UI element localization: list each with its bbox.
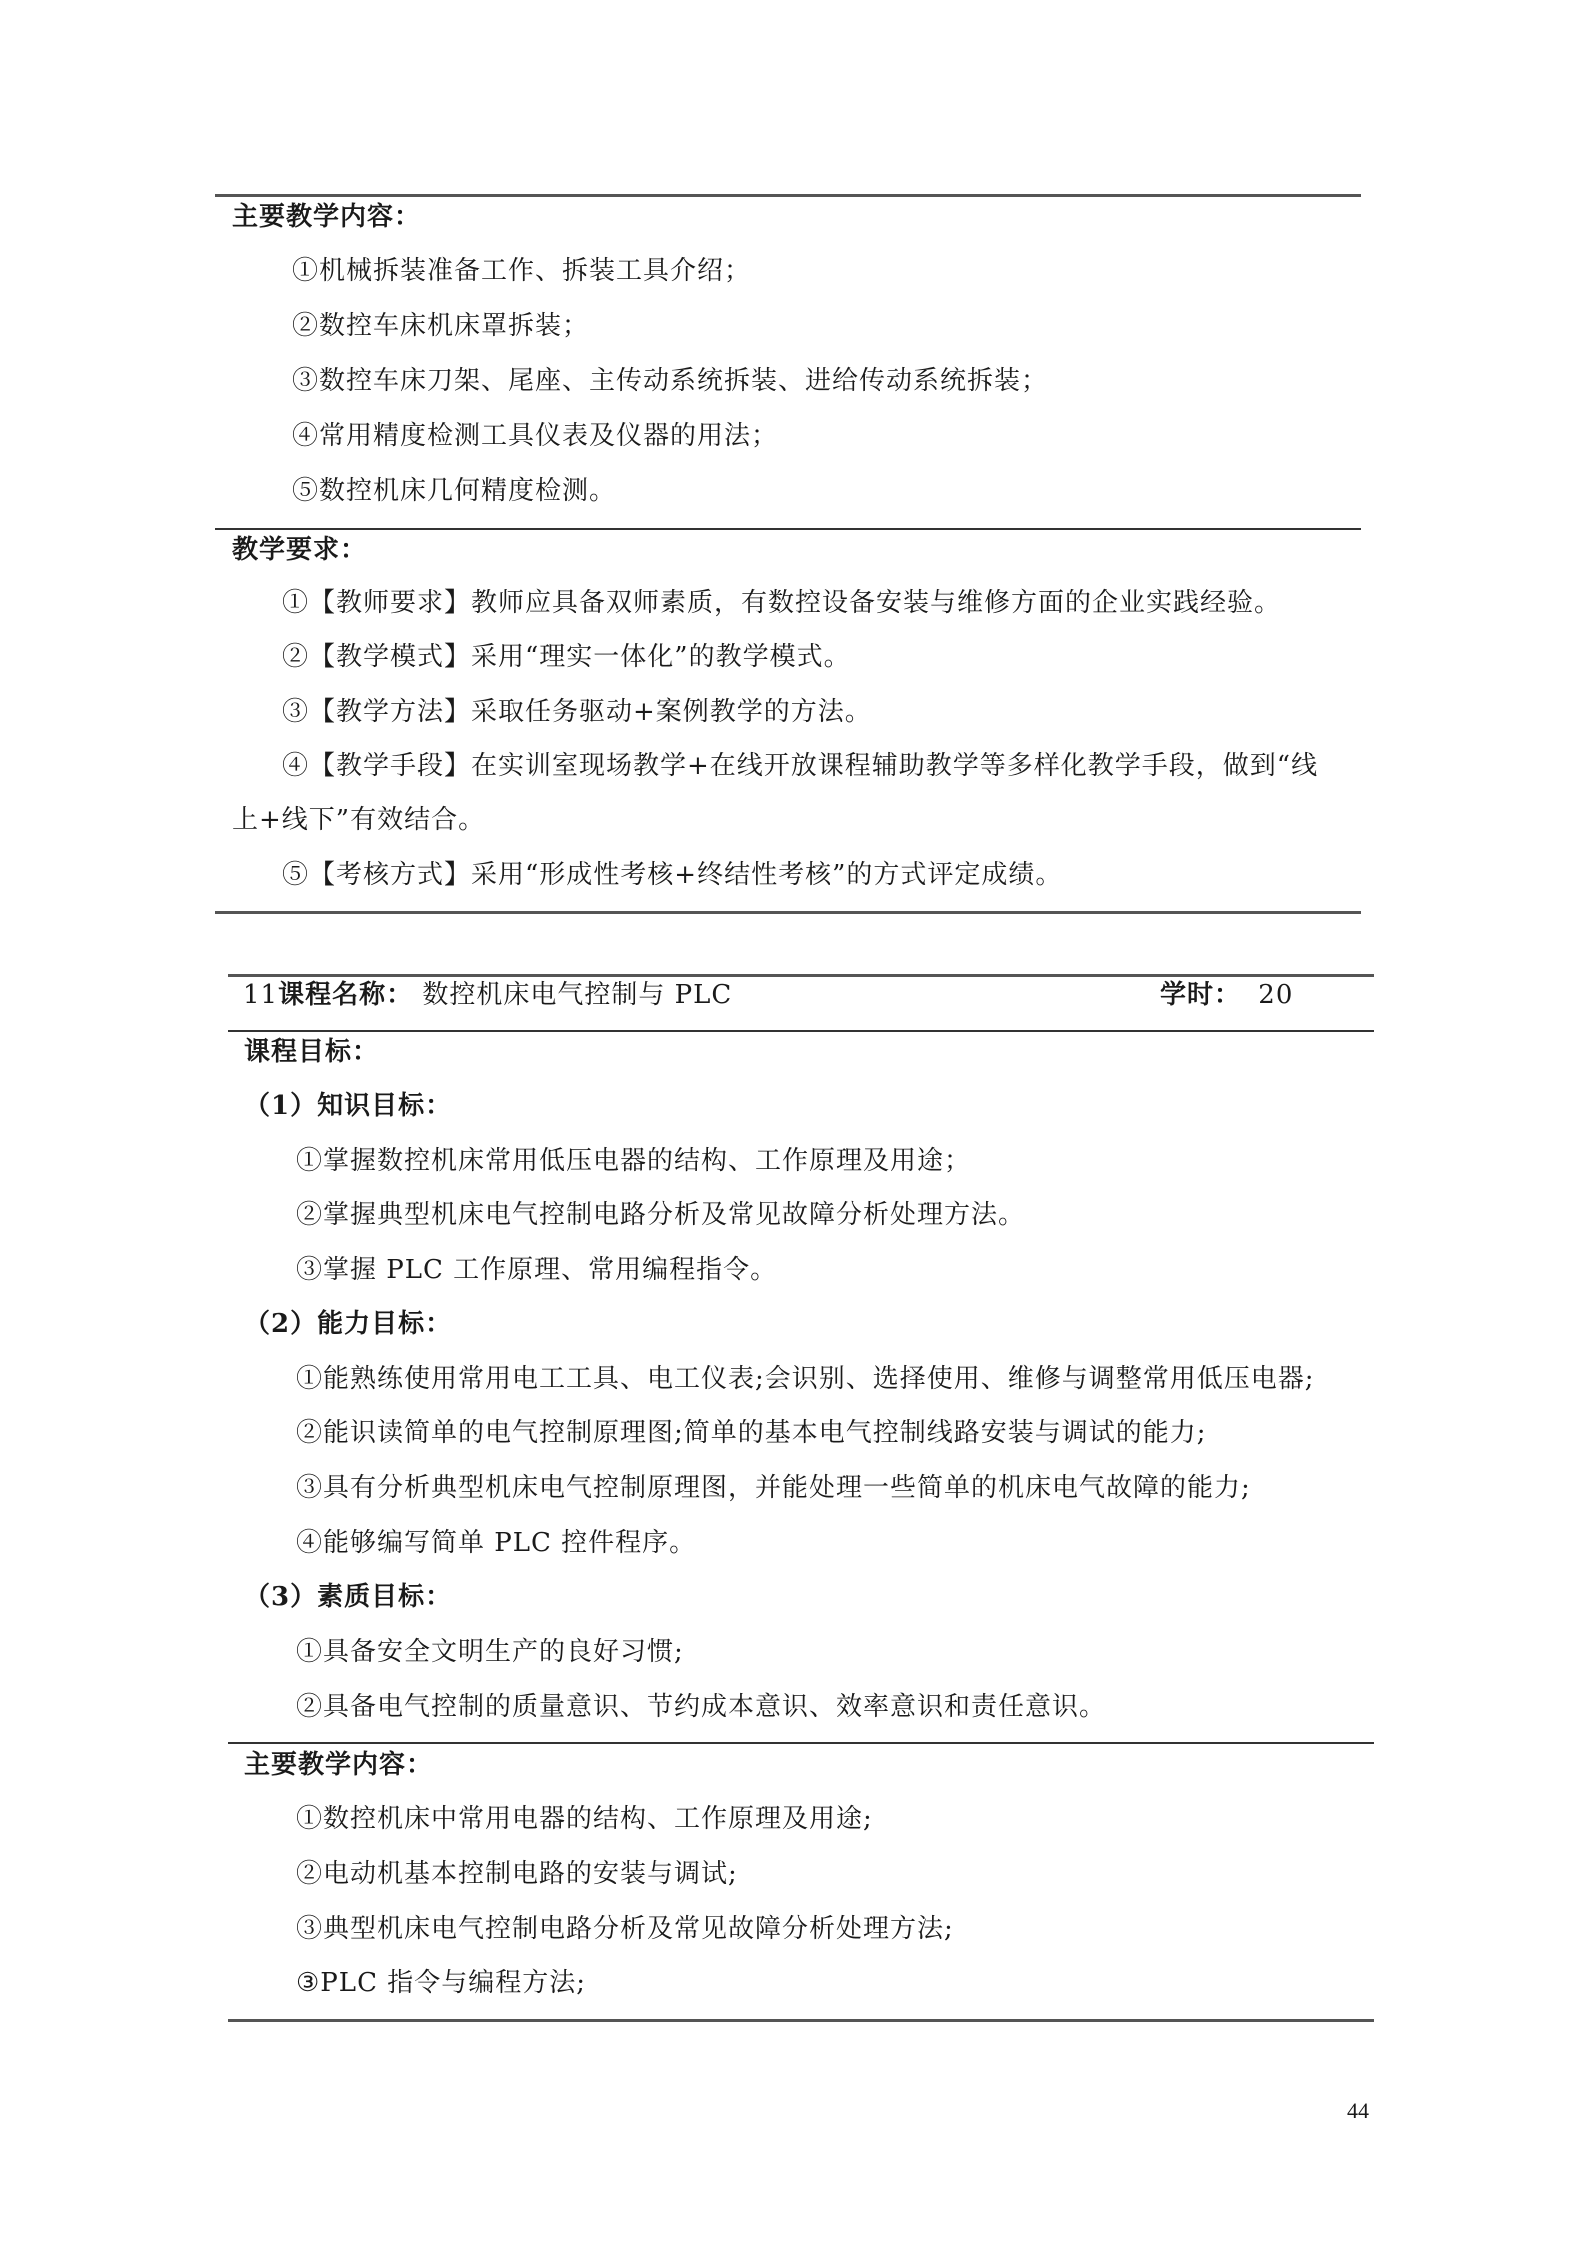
requirement-item: ①【教师要求】教师应具备双师素质，有数控设备安装与维修方面的企业实践经验。 xyxy=(282,588,1282,618)
content-item: ②电动机基本控制电路的安装与调试; xyxy=(296,1859,738,1889)
content-item: ①数控机床中常用电器的结构、工作原理及用途; xyxy=(296,1804,873,1834)
requirements-heading: 教学要求： xyxy=(232,535,368,565)
course-hours xyxy=(1160,978,1293,1012)
course-number: 11 xyxy=(243,980,279,1010)
content-item: ⑤数控机床几何精度检测。 xyxy=(292,476,617,506)
course-name: 数控机床电气控制与 PLC xyxy=(422,980,733,1010)
course-table-bottom-rule xyxy=(228,2019,1374,2022)
requirement-item: ③【教学方法】采取任务驱动+案例教学的方法。 xyxy=(282,697,872,727)
knowledge-item: ①掌握数控机床常用低压电器的结构、工作原理及用途； xyxy=(296,1146,972,1176)
ability-item: ②能识读简单的电气控制原理图;简单的基本电气控制线路安装与调试的能力; xyxy=(296,1418,1207,1448)
table-bottom-rule xyxy=(215,911,1361,914)
knowledge-item: ②掌握典型机床电气控制电路分析及常见故障分析处理方法。 xyxy=(296,1200,1026,1230)
ability-heading: （2）能力目标： xyxy=(244,1309,453,1339)
goal-heading: 课程目标： xyxy=(244,1037,380,1067)
requirement-item: ④【教学手段】在实训室现场教学+在线开放课程辅助教学等多样化教学手段，做到“线 xyxy=(282,751,1319,781)
quality-item: ①具备安全文明生产的良好习惯; xyxy=(296,1637,684,1667)
ability-item: ④能够编写简单 PLC 控件程序。 xyxy=(296,1528,697,1558)
hours-label: 学时： xyxy=(1160,980,1242,1010)
content-item: ③PLC 指令与编程方法; xyxy=(296,1968,586,1998)
content-item: ④常用精度检测工具仪表及仪器的用法； xyxy=(292,421,779,451)
quality-heading: （3）素质目标： xyxy=(244,1582,453,1612)
ability-item: ①能熟练使用常用电工工具、电工仪表;会识别、选择使用、维修与调整常用低压电器; xyxy=(296,1364,1315,1394)
course-table-top-rule xyxy=(228,974,1374,977)
requirement-item: ②【教学模式】采用“理实一体化”的教学模式。 xyxy=(282,642,851,672)
row-divider xyxy=(215,528,1361,530)
content-heading: 主要教学内容： xyxy=(232,202,422,232)
row-divider xyxy=(228,1742,1374,1744)
knowledge-heading: （1）知识目标： xyxy=(244,1091,453,1121)
quality-item: ②具备电气控制的质量意识、节约成本意识、效率意识和责任意识。 xyxy=(296,1692,1107,1722)
hours-value: 20 xyxy=(1258,980,1294,1010)
course-name-label: 课程名称： xyxy=(278,980,414,1010)
knowledge-item: ③掌握 PLC 工作原理、常用编程指令。 xyxy=(296,1255,778,1285)
course-title-row xyxy=(243,978,732,1012)
row-divider xyxy=(228,1030,1374,1032)
content-item: ③数控车床刀架、尾座、主传动系统拆装、进给传动系统拆装； xyxy=(292,366,1049,396)
content-heading: 主要教学内容： xyxy=(244,1750,434,1780)
requirement-item-continued: 上+线下”有效结合。 xyxy=(232,805,486,835)
requirement-item: ⑤【考核方式】采用“形成性考核+终结性考核”的方式评定成绩。 xyxy=(282,860,1063,890)
ability-item: ③具有分析典型机床电气控制原理图，并能处理一些简单的机床电气故障的能力; xyxy=(296,1473,1251,1503)
content-item: ③典型机床电气控制电路分析及常见故障分析处理方法; xyxy=(296,1914,954,1944)
content-item: ②数控车床机床罩拆装； xyxy=(292,311,590,341)
page-number: 44 xyxy=(1347,2098,1369,2123)
content-item: ①机械拆装准备工作、拆装工具介绍； xyxy=(292,256,752,286)
table-top-rule xyxy=(215,194,1361,197)
